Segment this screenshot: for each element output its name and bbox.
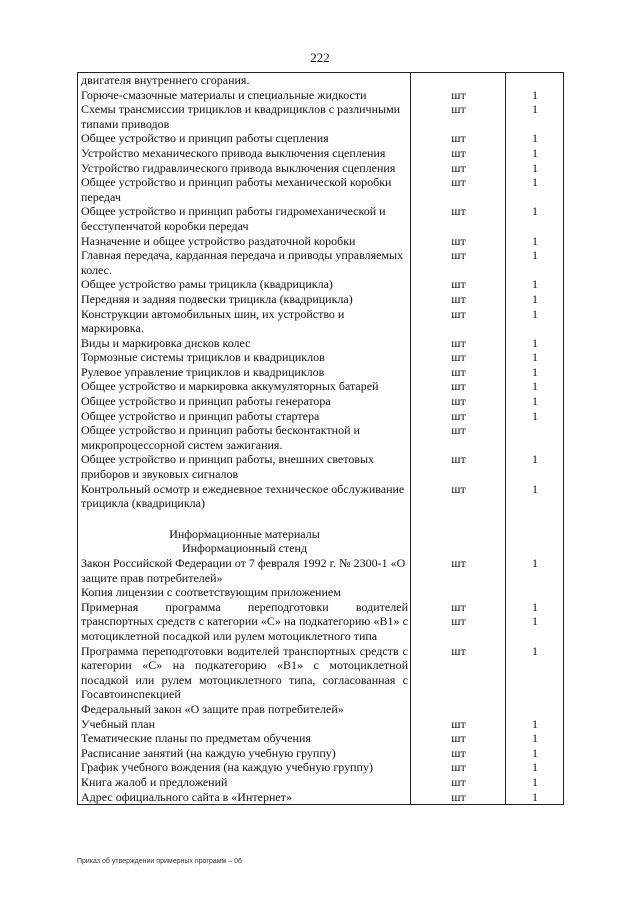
unit-value: шт — [451, 277, 466, 292]
unit-value: шт — [451, 291, 466, 306]
item-quantity — [506, 482, 564, 511]
quantity-value: 1 — [532, 277, 538, 292]
quantity-value: 1 — [532, 556, 538, 570]
item-quantity — [506, 527, 564, 542]
table-row — [78, 702, 564, 717]
item-unit — [411, 511, 506, 527]
quantity-value: 1 — [532, 599, 538, 614]
item-quantity — [506, 336, 564, 351]
item-unit — [411, 409, 506, 424]
table-row — [78, 131, 564, 146]
quantity-value: 1 — [532, 145, 538, 160]
item-quantity — [506, 379, 564, 394]
table-row — [78, 644, 564, 702]
item-name: Общее устройство и принцип работы гидромеханической и бесступенчатой коробки передач — [78, 204, 411, 233]
item-unit — [411, 775, 506, 790]
item-name: Главная передача, карданная передача и приводы управляемых колес. — [78, 248, 411, 277]
unit-value: шт — [451, 335, 466, 350]
unit-value: шт — [451, 131, 466, 146]
item-quantity — [506, 423, 564, 452]
unit-value: шт — [451, 102, 466, 117]
item-unit — [411, 277, 506, 292]
item-name: Общее устройство и принцип работы стартера — [78, 409, 411, 424]
item-name: Конструкции автомобильных шин, их устройство и маркировка. — [78, 307, 411, 336]
item-quantity — [506, 541, 564, 556]
unit-value: шт — [451, 599, 466, 614]
item-quantity — [506, 292, 564, 307]
table-row — [78, 336, 564, 351]
unit-value: шт — [451, 789, 466, 804]
item-quantity — [506, 365, 564, 380]
unit-value: шт — [451, 364, 466, 379]
item-name: Общее устройство и принцип работы, внешних световых приборов и звуковых сигналов — [78, 452, 411, 481]
item-quantity — [506, 731, 564, 746]
item-unit — [411, 248, 506, 277]
item-quantity — [506, 790, 564, 805]
item-name: Тематические планы по предметам обучения — [78, 731, 411, 746]
quantity-value: 1 — [532, 175, 538, 190]
table-row — [78, 511, 564, 527]
unit-value: шт — [451, 481, 466, 496]
item-unit — [411, 760, 506, 775]
item-unit — [411, 600, 506, 644]
item-unit — [411, 292, 506, 307]
quantity-value: 1 — [532, 233, 538, 248]
quantity-value: 1 — [532, 335, 538, 350]
item-name: Тормозные системы трициклов и квадрициклов — [78, 350, 411, 365]
quantity-value: 1 — [532, 760, 538, 775]
equipment-table — [77, 72, 564, 805]
item-quantity — [506, 102, 564, 131]
item-name: Закон Российской Федерации от 7 февраля 1992 г. № 2300-1 «О защите прав потребителей» — [78, 556, 411, 585]
item-name: Схемы трансмиссии трициклов и квадрициклов с различными типами приводов — [78, 102, 411, 131]
item-unit — [411, 350, 506, 365]
item-name: Информационный стенд — [78, 541, 411, 556]
quantity-value: 1 — [532, 291, 538, 306]
item-unit — [411, 161, 506, 176]
unit-value: шт — [451, 160, 466, 175]
item-quantity — [506, 277, 564, 292]
table-row — [78, 775, 564, 790]
quantity-value: 1 — [532, 394, 538, 409]
table-row — [78, 541, 564, 556]
table-row — [78, 73, 564, 88]
unit-value: шт — [451, 760, 466, 775]
item-name: Устройство механического привода выключения сцепления — [78, 146, 411, 161]
item-unit — [411, 365, 506, 380]
item-quantity — [506, 409, 564, 424]
unit-value: шт — [451, 716, 466, 731]
item-unit — [411, 73, 506, 88]
item-unit — [411, 379, 506, 394]
quantity-value: 1 — [532, 379, 538, 394]
table-row — [78, 292, 564, 307]
item-name: Общее устройство и принцип работы бесконтактной и микропроцессорной систем зажигания. — [78, 423, 411, 452]
quantity-value: 1 — [532, 306, 538, 321]
unit-value: шт — [451, 350, 466, 365]
item-quantity — [506, 131, 564, 146]
unit-value: шт — [451, 643, 466, 658]
quantity-value: 1 — [532, 643, 538, 658]
item-unit — [411, 556, 506, 585]
table-row — [78, 277, 564, 292]
unit-value: шт — [451, 248, 466, 263]
table-row — [78, 307, 564, 336]
table-row — [78, 379, 564, 394]
item-name — [78, 511, 411, 527]
item-unit — [411, 731, 506, 746]
item-name: Федеральный закон «О защите прав потребителей» — [78, 702, 411, 717]
item-unit — [411, 146, 506, 161]
item-name: Передняя и задняя подвески трицикла (квадрицикла) — [78, 292, 411, 307]
item-unit — [411, 482, 506, 511]
table-row — [78, 248, 564, 277]
table-row — [78, 423, 564, 452]
item-quantity — [506, 702, 564, 717]
item-unit — [411, 790, 506, 805]
item-unit — [411, 644, 506, 702]
item-quantity — [506, 248, 564, 277]
quantity-value: 1 — [532, 481, 538, 496]
item-name: Виды и маркировка дисков колес — [78, 336, 411, 351]
unit-value: шт — [451, 87, 466, 102]
item-quantity — [506, 146, 564, 161]
item-quantity — [506, 746, 564, 761]
item-name: Общее устройство и маркировка аккумуляторных батарей — [78, 379, 411, 394]
quantity-value: 1 — [532, 131, 538, 146]
item-name: Примерная программа переподготовки водителей транспортных средств с категории «С» на подкатегорию «В1» с мотоциклетной посадкой или рулем мотоциклетного типа — [78, 600, 411, 644]
item-quantity — [506, 175, 564, 204]
unit-value: шт — [451, 774, 466, 789]
item-name: Информационные материалы — [78, 527, 411, 542]
item-unit — [411, 423, 506, 452]
item-unit — [411, 541, 506, 556]
quantity-value: 1 — [532, 614, 538, 629]
item-unit — [411, 452, 506, 481]
item-quantity — [506, 717, 564, 732]
table-row — [78, 365, 564, 380]
item-quantity — [506, 204, 564, 233]
unit-value: шт — [451, 379, 466, 394]
table-row — [78, 102, 564, 131]
quantity-value: 1 — [532, 731, 538, 746]
item-unit — [411, 702, 506, 717]
item-quantity — [506, 234, 564, 249]
quantity-value: 1 — [532, 789, 538, 804]
table-row — [78, 350, 564, 365]
item-quantity — [506, 760, 564, 775]
table-row — [78, 731, 564, 746]
quantity-value: 1 — [532, 745, 538, 760]
page-number: 222 — [310, 50, 330, 65]
unit-value: шт — [451, 556, 466, 570]
item-unit — [411, 336, 506, 351]
table-row — [78, 452, 564, 481]
quantity-value: 1 — [532, 452, 538, 467]
table-row — [78, 175, 564, 204]
unit-value: шт — [451, 204, 466, 219]
item-unit — [411, 527, 506, 542]
item-name: Назначение и общее устройство раздаточной коробки — [78, 234, 411, 249]
item-quantity — [506, 600, 564, 644]
table-row — [78, 204, 564, 233]
quantity-value: 1 — [532, 408, 538, 423]
table-row — [78, 394, 564, 409]
unit-value: шт — [451, 408, 466, 423]
quantity-value: 1 — [532, 364, 538, 379]
quantity-value: 1 — [532, 204, 538, 219]
item-quantity — [506, 394, 564, 409]
quantity-value: 1 — [532, 716, 538, 731]
item-unit — [411, 394, 506, 409]
table-row — [78, 409, 564, 424]
quantity-value: 1 — [532, 350, 538, 365]
item-quantity — [506, 161, 564, 176]
footer-note: Приказ об утверждении примерных программ – 06 — [77, 858, 242, 865]
item-unit — [411, 585, 506, 600]
item-unit — [411, 102, 506, 131]
item-name: Общее устройство и принцип работы сцепления — [78, 131, 411, 146]
table-row — [78, 234, 564, 249]
table-row — [78, 585, 564, 600]
unit-value: шт — [451, 145, 466, 160]
unit-value: шт — [451, 745, 466, 760]
item-unit — [411, 746, 506, 761]
quantity-value: 1 — [532, 248, 538, 263]
item-unit — [411, 88, 506, 103]
table-body — [78, 73, 564, 805]
unit-value: шт — [451, 423, 466, 438]
item-unit — [411, 175, 506, 204]
item-unit — [411, 234, 506, 249]
item-name: Учебный план — [78, 717, 411, 732]
item-name: Горюче-смазочные материалы и специальные жидкости — [78, 88, 411, 103]
item-quantity — [506, 73, 564, 88]
item-name: Устройство гидравлического привода выключения сцепления — [78, 161, 411, 176]
item-quantity — [506, 556, 564, 585]
table-row — [78, 88, 564, 103]
item-quantity — [506, 585, 564, 600]
unit-value: шт — [451, 731, 466, 746]
item-name: Книга жалоб и предложений — [78, 775, 411, 790]
unit-value: шт — [451, 394, 466, 409]
item-name: График учебного вождения (на каждую учебную группу) — [78, 760, 411, 775]
table-row — [78, 790, 564, 805]
item-unit — [411, 717, 506, 732]
item-name: Контрольный осмотр и ежедневное техническое обслуживание трицикла (квадрицикла) — [78, 482, 411, 511]
item-unit — [411, 204, 506, 233]
table-row — [78, 760, 564, 775]
quantity-value: 1 — [532, 87, 538, 102]
table-row — [78, 717, 564, 732]
item-name: Адрес официального сайта в «Интернет» — [78, 790, 411, 805]
table-row — [78, 556, 564, 585]
item-quantity — [506, 511, 564, 527]
quantity-value: 1 — [532, 102, 538, 117]
unit-value: шт — [451, 614, 466, 629]
unit-value: шт — [451, 306, 466, 321]
table-row — [78, 161, 564, 176]
item-name: двигателя внутреннего сгорания. — [78, 73, 411, 88]
item-unit — [411, 131, 506, 146]
item-unit — [411, 307, 506, 336]
item-name: Копия лицензии с соответствующим приложением — [78, 585, 411, 600]
item-quantity — [506, 350, 564, 365]
item-name: Расписание занятий (на каждую учебную группу) — [78, 746, 411, 761]
table-row — [78, 146, 564, 161]
item-name: Общее устройство и принцип работы механической коробки передач — [78, 175, 411, 204]
item-quantity — [506, 775, 564, 790]
item-quantity — [506, 644, 564, 702]
item-quantity — [506, 452, 564, 481]
quantity-value: 1 — [532, 774, 538, 789]
unit-value: шт — [451, 233, 466, 248]
item-name: Программа переподготовки водителей транспортных средств с категории «С» на подкатегорию «В1» с мотоциклетной посадкой или рулем мотоциклетного типа, согласованная с Госавтоинспекцией — [78, 644, 411, 702]
unit-value: шт — [451, 452, 466, 467]
item-quantity — [506, 88, 564, 103]
table-row — [78, 527, 564, 542]
item-name: Общее устройство и принцип работы генератора — [78, 394, 411, 409]
item-quantity — [506, 307, 564, 336]
item-name: Рулевое управление трициклов и квадрициклов — [78, 365, 411, 380]
table-row — [78, 482, 564, 511]
quantity-value: 1 — [532, 160, 538, 175]
item-name: Общее устройство рамы трицикла (квадрицикла) — [78, 277, 411, 292]
table-row — [78, 746, 564, 761]
unit-value: шт — [451, 175, 466, 190]
table-row — [78, 600, 564, 644]
